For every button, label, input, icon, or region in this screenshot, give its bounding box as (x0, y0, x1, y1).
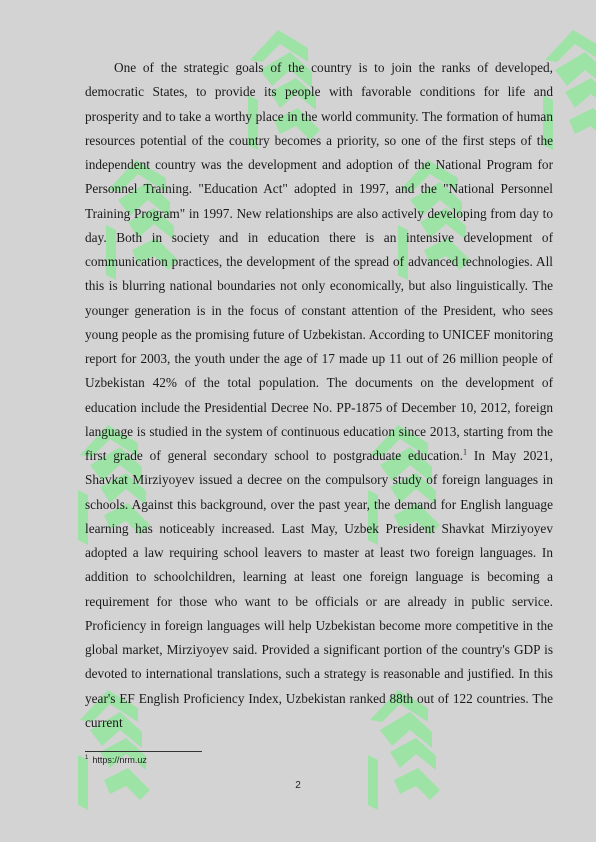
footnote-link[interactable]: https://nrm.uz (92, 755, 147, 765)
paragraph-text-continued: In May 2021, Shavkat Mirziyoyev issued a decree on the compulsory study of foreign languages in schools. Against this background, over the past year, the demand for English language learning has noticeably increased. Last May, Uzbek President Shavkat Mirziyoyev adopted a law requiring school leavers to master at least two foreign languages. In addition to schoolchildren, learning at least one foreign language is becoming a requirement for those who want to be officials or are already in public service. Proficiency in foreign languages will help Uzbekistan become more competitive in the global market, Mirziyoyev said. Provided a significant portion of the country's GDP is devoted to international translations, such a strategy is reasonable and justified. In this year's EF English Proficiency Index, Uzbekistan ranked 88th out of 122 countries. The current (85, 448, 554, 730)
body-paragraph (85, 56, 553, 735)
page-number: 2 (295, 780, 301, 791)
paragraph-text: One of the strategic goals of the country is to join the ranks of developed, democratic States, to provide its people with favorable conditions for life and prosperity and to take a worthy place in the world community. The formation of human resources potential of the country becomes a priority, so one of the first steps of the independent country was the development and adoption of the National Program for Personnel Training. "Education Act" adopted in 1997, and the "National Personnel Training Program" in 1997. New relationships are also actively developing from day to day. Both in society and in education there is an intensive development of communication practices, the development of the spread of advanced technologies. All this is blurring national boundaries not only economically, but also linguistically. The younger generation is in the focus of constant attention of the President, who sees young people as the promising future of Uzbekistan. According to UNICEF monitoring report for 2003, the youth under the age of 17 made up 11 out of 26 million people of Uzbekistan 42% of the total population. The documents on the development of education include the Presidential Decree No. PP-1875 of December 10, 2012, foreign language is studied in the system of continuous education since 2013, starting from the first grade of general secondary school to postgraduate education. (85, 60, 553, 463)
footnote (85, 755, 147, 765)
footnote-number: 1 (85, 755, 89, 761)
footnote-reference[interactable]: 1 (463, 447, 468, 457)
footnote-separator (85, 751, 202, 752)
